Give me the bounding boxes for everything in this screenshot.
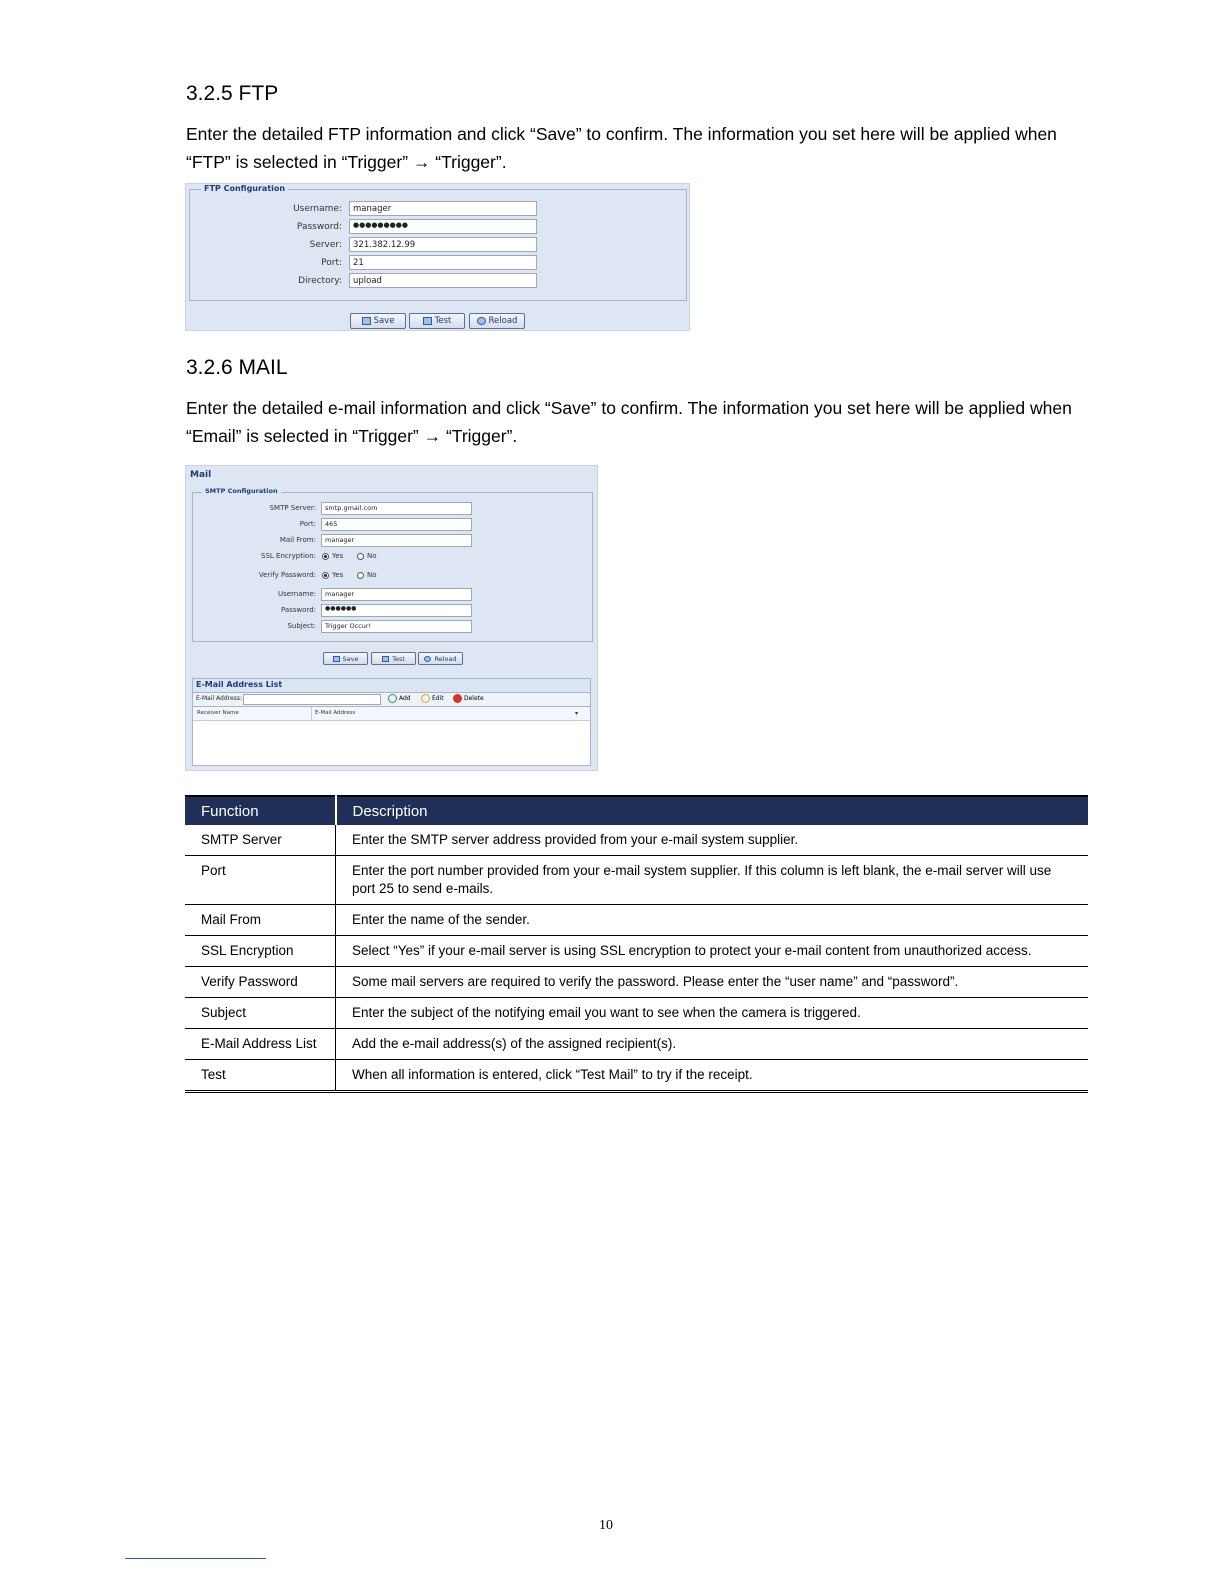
address-toolbar bbox=[193, 693, 590, 707]
table-row bbox=[185, 998, 1088, 1029]
delete-address-button[interactable] bbox=[453, 694, 484, 703]
address-list-header bbox=[193, 707, 590, 721]
description-cell: Enter the port number provided from your e-mail system supplier. If this column is left blank, the e-mail server will use port 25 to send e-mails. bbox=[336, 856, 1089, 905]
smtp-legend: SMTP Configuration bbox=[202, 487, 281, 495]
ftp-server-input[interactable]: 321.382.12.99 bbox=[349, 237, 537, 252]
mail-reload-button[interactable] bbox=[418, 652, 463, 665]
function-cell: Mail From bbox=[185, 905, 336, 936]
mail-username-input[interactable]: manager bbox=[321, 588, 472, 601]
ssl-encryption-label: SSL Encryption: bbox=[261, 552, 316, 560]
ftp-intro: Enter the detailed FTP information and click “Save” to confirm. The information you set here will be applied when “FTP” is selected in “Trigger” → “Trigger”. bbox=[186, 124, 1057, 172]
table-row bbox=[185, 967, 1088, 998]
mail-username-label: Username: bbox=[277, 590, 316, 598]
ssl-no-label: No bbox=[367, 552, 377, 560]
ftp-password-input[interactable]: ●●●●●●●●● bbox=[349, 219, 537, 234]
ftp-port-label: Port: bbox=[321, 258, 342, 268]
ftp-username-label: Username: bbox=[293, 204, 342, 214]
mail-intro: Enter the detailed e-mail information and click “Save” to confirm. The information you set here will be applied when “Email” is selected in “Trigger” → “Trigger”. bbox=[186, 398, 1072, 446]
description-cell: Add the e-mail address(s) of the assigned recipient(s). bbox=[336, 1029, 1089, 1060]
description-cell: Enter the subject of the notifying email you want to see when the camera is triggered. bbox=[336, 998, 1089, 1029]
edit-label: Edit bbox=[432, 695, 444, 702]
function-description-table bbox=[185, 795, 1088, 1093]
ftp-save-button[interactable] bbox=[350, 313, 406, 329]
function-cell: Subject bbox=[185, 998, 336, 1029]
table-row bbox=[185, 825, 1088, 856]
table-row bbox=[185, 856, 1088, 905]
ftp-directory-input[interactable]: upload bbox=[349, 273, 537, 288]
page-number: 10 bbox=[599, 1518, 613, 1533]
footnote-separator bbox=[125, 1558, 266, 1559]
mail-subject-input[interactable]: Trigger Occur! bbox=[321, 620, 472, 633]
edit-address-button[interactable] bbox=[421, 694, 444, 703]
mail-password-label: Password: bbox=[280, 606, 316, 614]
reload-icon bbox=[424, 656, 431, 662]
email-address-column[interactable]: E-Mail Address bbox=[315, 710, 356, 716]
ssl-yes-label: Yes bbox=[332, 552, 344, 560]
radio-unselected-icon bbox=[357, 553, 364, 560]
radio-selected-icon bbox=[322, 572, 329, 579]
address-list-box bbox=[192, 678, 591, 766]
radio-selected-icon bbox=[322, 553, 329, 560]
description-header: Description bbox=[336, 796, 1089, 825]
table-row bbox=[185, 936, 1088, 967]
ftp-save-label: Save bbox=[373, 316, 395, 326]
function-cell: SSL Encryption bbox=[185, 936, 336, 967]
smtp-server-input[interactable]: smtp.gmail.com bbox=[321, 502, 472, 515]
table-row bbox=[185, 1029, 1088, 1060]
receiver-name-column[interactable]: Receiver Name bbox=[197, 710, 239, 716]
ftp-directory-label: Directory: bbox=[298, 276, 342, 286]
reload-icon bbox=[477, 317, 486, 325]
table-header-row bbox=[185, 796, 1088, 825]
table-row bbox=[185, 1060, 1088, 1092]
ftp-reload-button[interactable] bbox=[469, 313, 525, 329]
smtp-server-label: SMTP Server: bbox=[269, 504, 316, 512]
add-icon bbox=[388, 694, 397, 703]
save-icon bbox=[362, 317, 371, 325]
ssl-yes-radio[interactable] bbox=[322, 552, 343, 560]
column-divider bbox=[311, 707, 312, 720]
function-cell: Test bbox=[185, 1060, 336, 1092]
function-cell: E-Mail Address List bbox=[185, 1029, 336, 1060]
mail-test-label: Test bbox=[392, 654, 405, 663]
description-cell: Select “Yes” if your e-mail server is using SSL encryption to protect your e-mail content from unauthorized access. bbox=[336, 936, 1089, 967]
function-cell: SMTP Server bbox=[185, 825, 336, 856]
ftp-legend: FTP Configuration bbox=[201, 184, 288, 193]
address-list-title-bar bbox=[193, 679, 590, 693]
delete-label: Delete bbox=[464, 695, 484, 702]
mail-config-panel bbox=[185, 465, 598, 771]
function-header: Function bbox=[185, 796, 336, 825]
verify-no-radio[interactable] bbox=[357, 571, 377, 579]
verify-yes-radio[interactable] bbox=[322, 571, 343, 579]
description-cell: Enter the SMTP server address provided from your e-mail system supplier. bbox=[336, 825, 1089, 856]
ftp-port-input[interactable]: 21 bbox=[349, 255, 537, 270]
edit-icon bbox=[421, 694, 430, 703]
ftp-server-label: Server: bbox=[309, 240, 342, 250]
save-icon bbox=[333, 656, 340, 662]
mail-test-button[interactable] bbox=[371, 652, 416, 665]
table-row bbox=[185, 905, 1088, 936]
add-address-button[interactable] bbox=[388, 694, 411, 703]
mail-panel-title: Mail bbox=[190, 470, 212, 480]
test-icon bbox=[423, 317, 432, 325]
ftp-password-label: Password: bbox=[296, 222, 342, 232]
radio-unselected-icon bbox=[357, 572, 364, 579]
ftp-test-label: Test bbox=[434, 316, 452, 326]
ftp-username-input[interactable]: manager bbox=[349, 201, 537, 216]
verify-yes-label: Yes bbox=[332, 571, 344, 579]
mail-from-label: Mail From: bbox=[279, 536, 316, 544]
test-icon bbox=[382, 656, 389, 662]
mail-save-label: Save bbox=[342, 654, 359, 663]
mail-save-button[interactable] bbox=[323, 652, 368, 665]
address-list-title: E-Mail Address List bbox=[196, 680, 283, 689]
ftp-heading: 3.2.5 FTP bbox=[186, 82, 279, 105]
smtp-port-input[interactable]: 465 bbox=[321, 518, 472, 531]
mail-subject-label: Subject: bbox=[287, 622, 316, 630]
add-label: Add bbox=[399, 695, 411, 702]
function-cell: Port bbox=[185, 856, 336, 905]
ftp-config-panel bbox=[185, 183, 690, 331]
description-cell: Enter the name of the sender. bbox=[336, 905, 1089, 936]
smtp-port-label: Port: bbox=[299, 520, 316, 528]
email-address-input[interactable] bbox=[243, 694, 381, 705]
ftp-test-button[interactable] bbox=[409, 313, 465, 329]
verify-no-label: No bbox=[367, 571, 377, 579]
function-cell: Verify Password bbox=[185, 967, 336, 998]
mail-from-input[interactable]: manager bbox=[321, 534, 472, 547]
delete-icon bbox=[453, 694, 462, 703]
sort-arrow-icon[interactable]: ▾ bbox=[574, 710, 578, 717]
description-cell: When all information is entered, click “Test Mail” to try if the receipt. bbox=[336, 1060, 1089, 1092]
ssl-no-radio[interactable] bbox=[357, 552, 377, 560]
verify-password-label: Verify Password: bbox=[258, 571, 316, 579]
mail-heading: 3.2.6 MAIL bbox=[186, 356, 288, 379]
mail-password-input[interactable]: ●●●●●● bbox=[321, 604, 472, 617]
email-address-label: E-Mail Address: bbox=[196, 695, 242, 702]
mail-reload-label: Reload bbox=[434, 654, 457, 663]
description-cell: Some mail servers are required to verify the password. Please enter the “user name” and “password”. bbox=[336, 967, 1089, 998]
ftp-reload-label: Reload bbox=[488, 316, 518, 326]
